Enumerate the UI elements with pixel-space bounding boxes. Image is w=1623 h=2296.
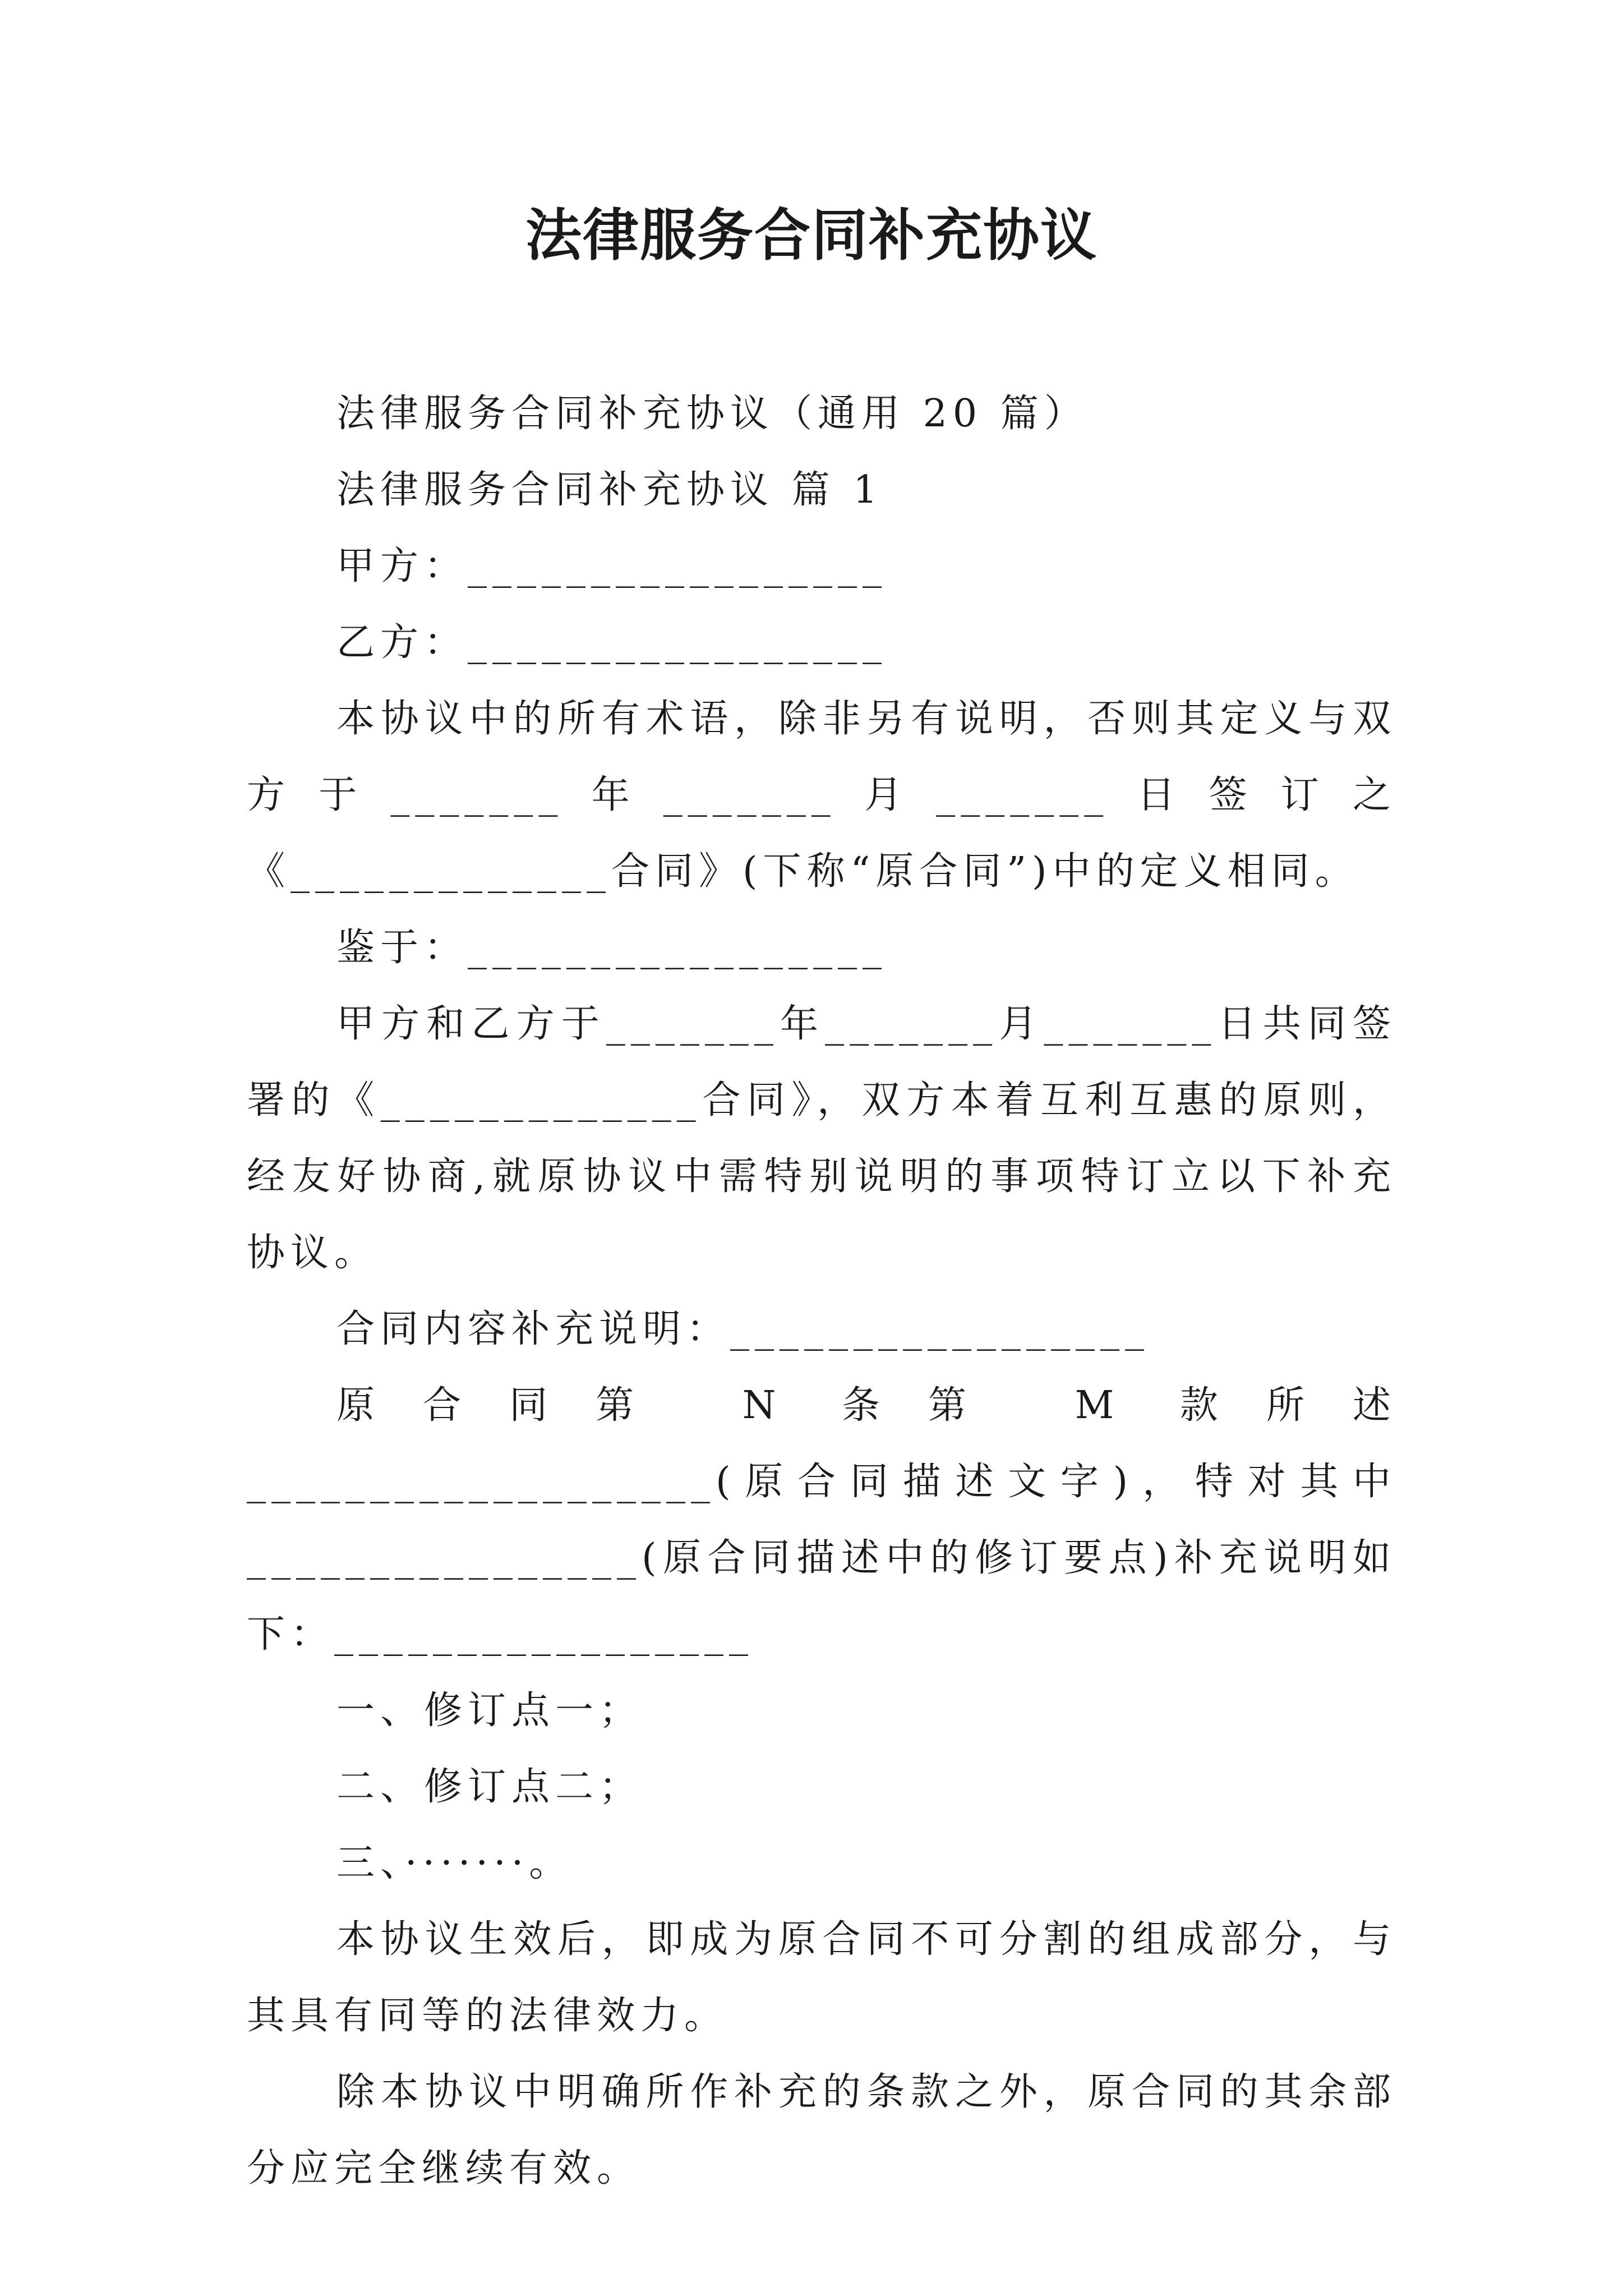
document-title: 法律服务合同补充协议 <box>525 203 1098 268</box>
document-body <box>247 376 1396 2207</box>
revision-point-1: 一、修订点一； <box>336 1688 643 1733</box>
revision-point-2: 二、修订点二； <box>336 1765 643 1809</box>
section-heading: 法律服务合同补充协议 篇 1 <box>336 468 883 512</box>
party-b-line: 乙方：_________________ <box>336 620 888 665</box>
effect-paragraph: 本协议生效后，即成为原合同不可分割的组成部分，与其具有同等的法律效力。 <box>247 1917 1396 2038</box>
remaining-validity-paragraph: 除本协议中明确所作补充的条款之外，原合同的其余部分应完全继续有效。 <box>247 2070 1396 2191</box>
original-clause-paragraph: 原合同第 N 条第 M 款所述___________________(原合同描述文字)，特对其中________________(原合同描述中的修订要点)补充说明如下：_________________ <box>247 1383 1396 1657</box>
party-a-line: 甲方：_________________ <box>336 544 888 588</box>
agreement-background-paragraph: 甲方和乙方于_______年_______月_______日共同签署的《_____________合同》，双方本着互利互惠的原则，经友好协商,就原协议中需特别说明的事项特订立以下补充协议。 <box>247 1002 1396 1275</box>
whereas-line: 鉴于：_________________ <box>336 926 888 970</box>
subtitle-line: 法律服务合同补充协议（通用 20 篇） <box>336 392 1088 436</box>
supplement-description-line: 合同内容补充说明：_________________ <box>336 1307 1150 1351</box>
terms-definition-paragraph: 本协议中的所有术语，除非另有说明，否则其定义与双方于_______年_______月_______日签订之《_____________合同》(下称“原合同”)中的定义相同。 <box>247 697 1396 894</box>
revision-point-3: 三、·······。 <box>336 1841 573 1885</box>
